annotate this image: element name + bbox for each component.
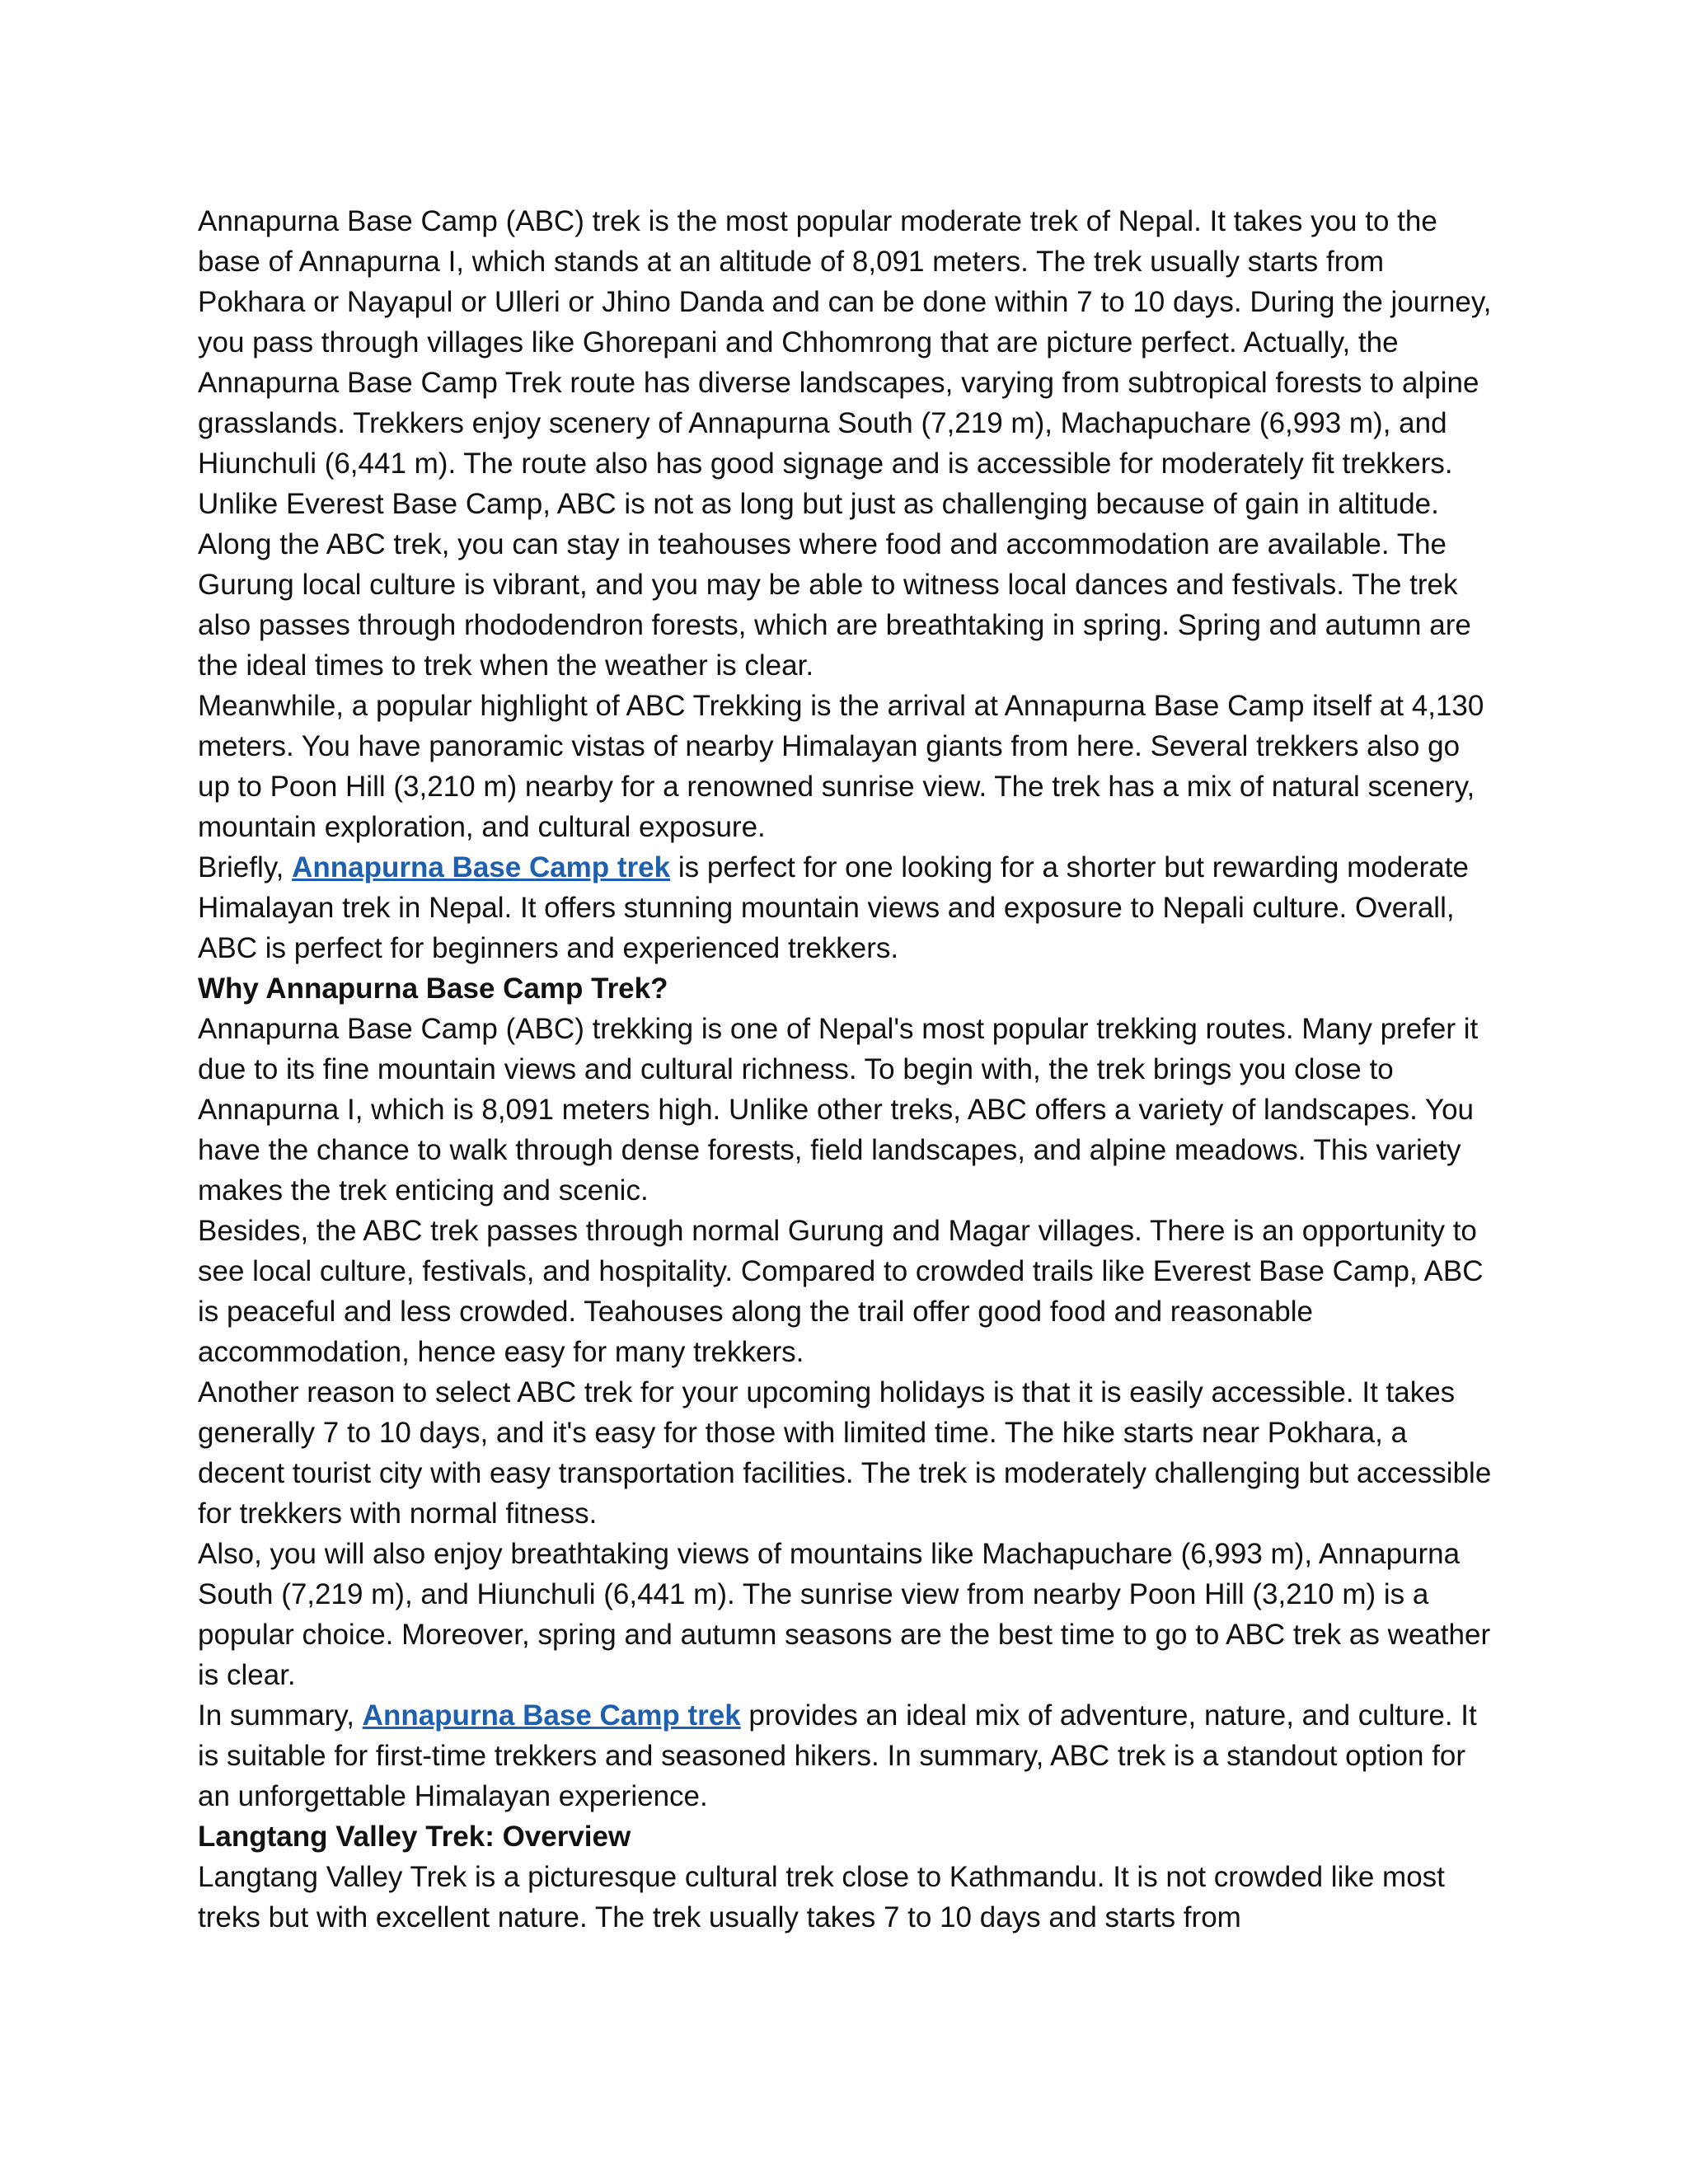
heading-why-abc: Why Annapurna Base Camp Trek? <box>198 972 668 1005</box>
paragraph-abc-teahouses: Along the ABC trek, you can stay in teahouses where food and accommodation are available. The Gurung local culture is vibrant, and you may be able to witness local dances and festivals. The trek also passes through rhododendron forests, which are breathtaking in spring. Spring and autumn are the ideal times to trek when the weather is clear. <box>198 528 1471 682</box>
abc-trek-summary-link[interactable]: Annapurna Base Camp trek <box>362 1699 741 1732</box>
summary-suffix-text: provides an ideal mix of adventure, nature, and culture. It is suitable for first-time trekkers and seasoned hikers. In summary, ABC trek is a standout option for an unforgettable Himalayan experience. <box>198 1699 1477 1812</box>
summary-prefix-text: In summary, <box>198 1699 363 1732</box>
document-page <box>198 201 1496 1938</box>
paragraph-abc-intro: Annapurna Base Camp (ABC) trek is the most popular moderate trek of Nepal. It takes you to the base of Annapurna I, which stands at an altitude of 8,091 meters. The trek usually starts from Pokhara or Nayapul or Ulleri or Jhino Danda and can be done within 7 to 10 days. During the journey, you pass through villages like Ghorepani and Chhomrong that are picture perfect. Actually, the Annapurna Base Camp Trek route has diverse landscapes, varying from subtropical forests to alpine grasslands. Trekkers enjoy scenery of Annapurna South (7,219 m), Machapuchare (6,993 m), and Hiunchuli (6,441 m). The route also has good signage and is accessible for moderately fit trekkers. Unlike Everest Base Camp, ABC is not as long but just as challenging because of gain in altitude. <box>198 205 1492 520</box>
paragraph-why-abc-villages: Besides, the ABC trek passes through normal Gurung and Magar villages. There is an opportunity to see local culture, festivals, and hospitality. Compared to crowded trails like Everest Base Camp, ABC is peaceful and less crowded. Teahouses along the trail offer good food and reasonable accommodation, hence easy for many trekkers. <box>198 1215 1484 1368</box>
paragraph-why-abc-views: Also, you will also enjoy breathtaking views of mountains like Machapuchare (6,993 m), Annapurna South (7,219 m), and Hiunchuli (6,441 m). The sunrise view from nearby Poon Hill (3,210 m) is a popular choice. Moreover, spring and autumn seasons are the best time to go to ABC trek as weather is clear. <box>198 1538 1491 1691</box>
paragraph-why-abc-access: Another reason to select ABC trek for your upcoming holidays is that it is easily accessible. It takes generally 7 to 10 days, and it's easy for those with limited time. The hike starts near Pokhara, a decent tourist city with easy transportation facilities. The trek is moderately challenging but accessible for trekkers with normal fitness. <box>198 1376 1492 1530</box>
heading-langtang-overview: Langtang Valley Trek: Overview <box>198 1821 631 1853</box>
abc-trek-link[interactable]: Annapurna Base Camp trek <box>292 851 671 883</box>
paragraph-abc-summary <box>198 1695 1496 1816</box>
briefly-suffix-text: is perfect for one looking for a shorter but rewarding moderate Himalayan trek in Nepal. It offers stunning mountain views and exposure to Nepali culture. Overall, ABC is perfect for beginners and experienced trekkers. <box>198 851 1469 964</box>
paragraph-langtang-intro: Langtang Valley Trek is a picturesque cultural trek close to Kathmandu. It is not crowded like most treks but with excellent nature. The trek usually takes 7 to 10 days and starts from <box>198 1861 1445 1933</box>
briefly-prefix-text: Briefly, <box>198 851 293 883</box>
paragraph-why-abc-routes: Annapurna Base Camp (ABC) trekking is one of Nepal's most popular trekking routes. Many prefer it due to its fine mountain views and cultural richness. To begin with, the trek brings you close to Annapurna I, which is 8,091 meters high. Unlike other treks, ABC offers a variety of landscapes. You have the chance to walk through dense forests, field landscapes, and alpine meadows. This variety makes the trek enticing and scenic. <box>198 1013 1479 1207</box>
paragraph-abc-highlight: Meanwhile, a popular highlight of ABC Trekking is the arrival at Annapurna Base Camp itself at 4,130 meters. You have panoramic vistas of nearby Himalayan giants from here. Several trekkers also go up to Poon Hill (3,210 m) nearby for a renowned sunrise view. The trek has a mix of natural scenery, mountain exploration, and cultural exposure. <box>198 690 1484 843</box>
paragraph-abc-briefly <box>198 847 1496 968</box>
